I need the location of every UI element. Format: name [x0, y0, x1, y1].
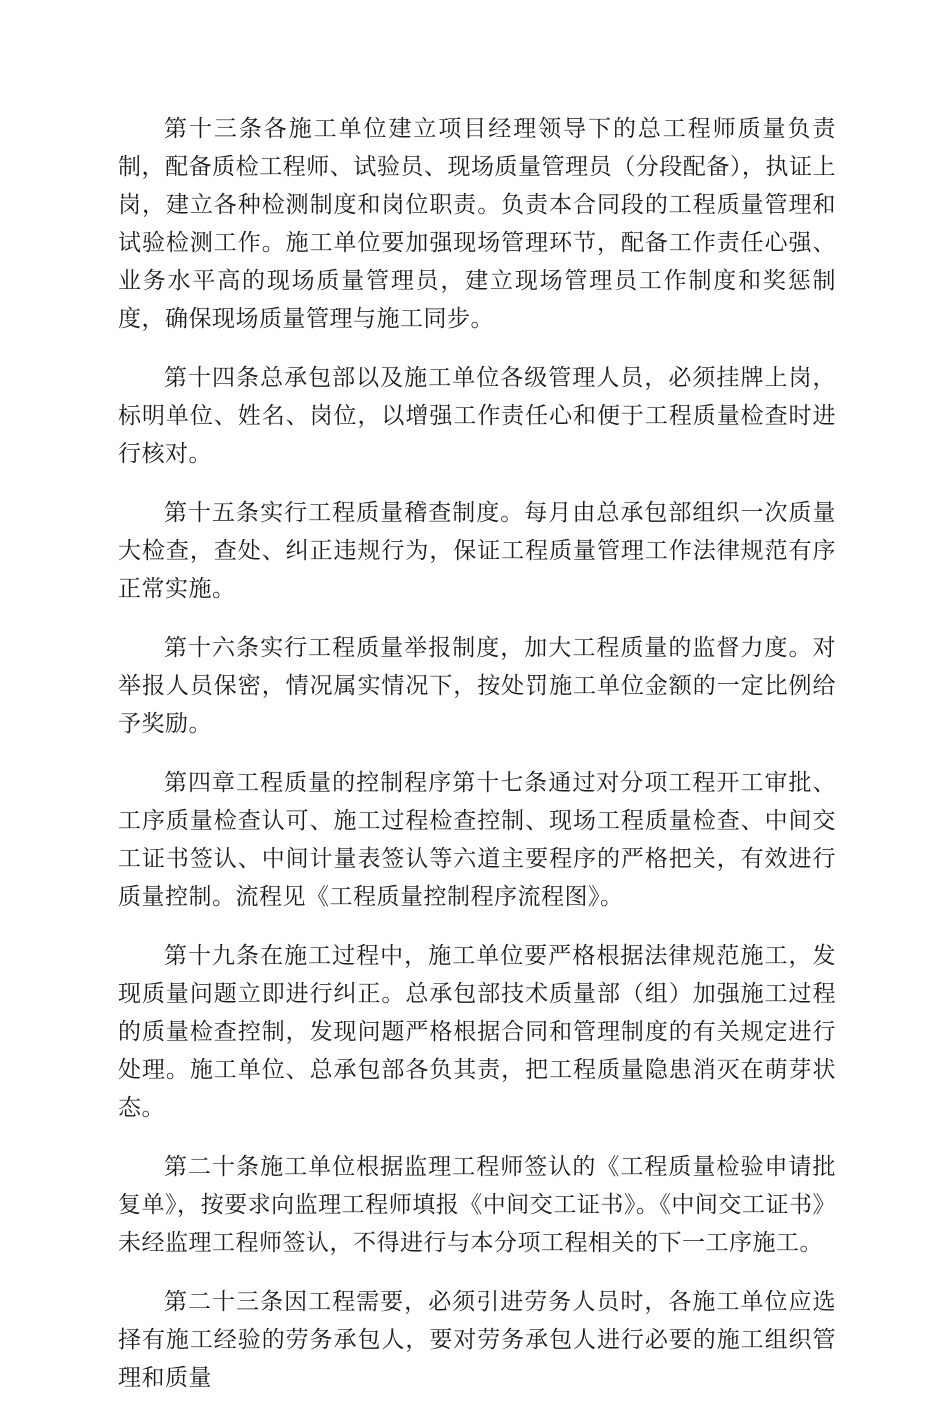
- chapter-4-article-17-paragraph: 第四章工程质量的控制程序第十七条通过对分项工程开工审批、工序质量检查认可、施工过程检查控制、现场工程质量检查、中间交工证书签认、中间计量表签认等六道主要程序的严格把关，有效进行质量控制。流程见《工程质量控制程序流程图》。: [118, 770, 836, 910]
- article-15-paragraph: 第十五条实行工程质量稽查制度。每月由总承包部组织一次质量大检查，查处、纠正违规行为，保证工程质量管理工作法律规范有序正常实施。: [118, 500, 836, 602]
- article-23-paragraph: 第二十三条因工程需要，必须引进劳务人员时，各施工单位应选择有施工经验的劳务承包人，要对劳务承包人进行必要的施工组织管理和质量: [118, 1289, 836, 1391]
- document-body: [118, 110, 836, 1418]
- article-16-paragraph: 第十六条实行工程质量举报制度，加大工程质量的监督力度。对举报人员保密，情况属实情况下，按处罚施工单位金额的一定比例给予奖励。: [118, 635, 836, 737]
- article-19-paragraph: 第十九条在施工过程中，施工单位要严格根据法律规范施工，发现质量问题立即进行纠正。总承包部技术质量部（组）加强施工过程的质量检查控制，发现问题严格根据合同和管理制度的有关规定进行处理。施工单位、总承包部各负其责，把工程质量隐患消灭在萌芽状态。: [118, 943, 836, 1121]
- article-20-paragraph: 第二十条施工单位根据监理工程师签认的《工程质量检验申请批复单》，按要求向监理工程师填报《中间交工证书》。《中间交工证书》未经监理工程师签认，不得进行与本分项工程相关的下一工序施工。: [118, 1154, 836, 1256]
- article-14-paragraph: 第十四条总承包部以及施工单位各级管理人员，必须挂牌上岗，标明单位、姓名、岗位，以增强工作责任心和便于工程质量检查时进行核对。: [118, 365, 836, 467]
- article-13-paragraph: 第十三条各施工单位建立项目经理领导下的总工程师质量负责制，配备质检工程师、试验员、现场质量管理员（分段配备），执证上岗，建立各种检测制度和岗位职责。负责本合同段的工程质量管理和试验检测工作。施工单位要加强现场管理环节，配备工作责任心强、业务水平高的现场质量管理员，建立现场管理员工作制度和奖惩制度，确保现场质量管理与施工同步。: [118, 116, 836, 332]
